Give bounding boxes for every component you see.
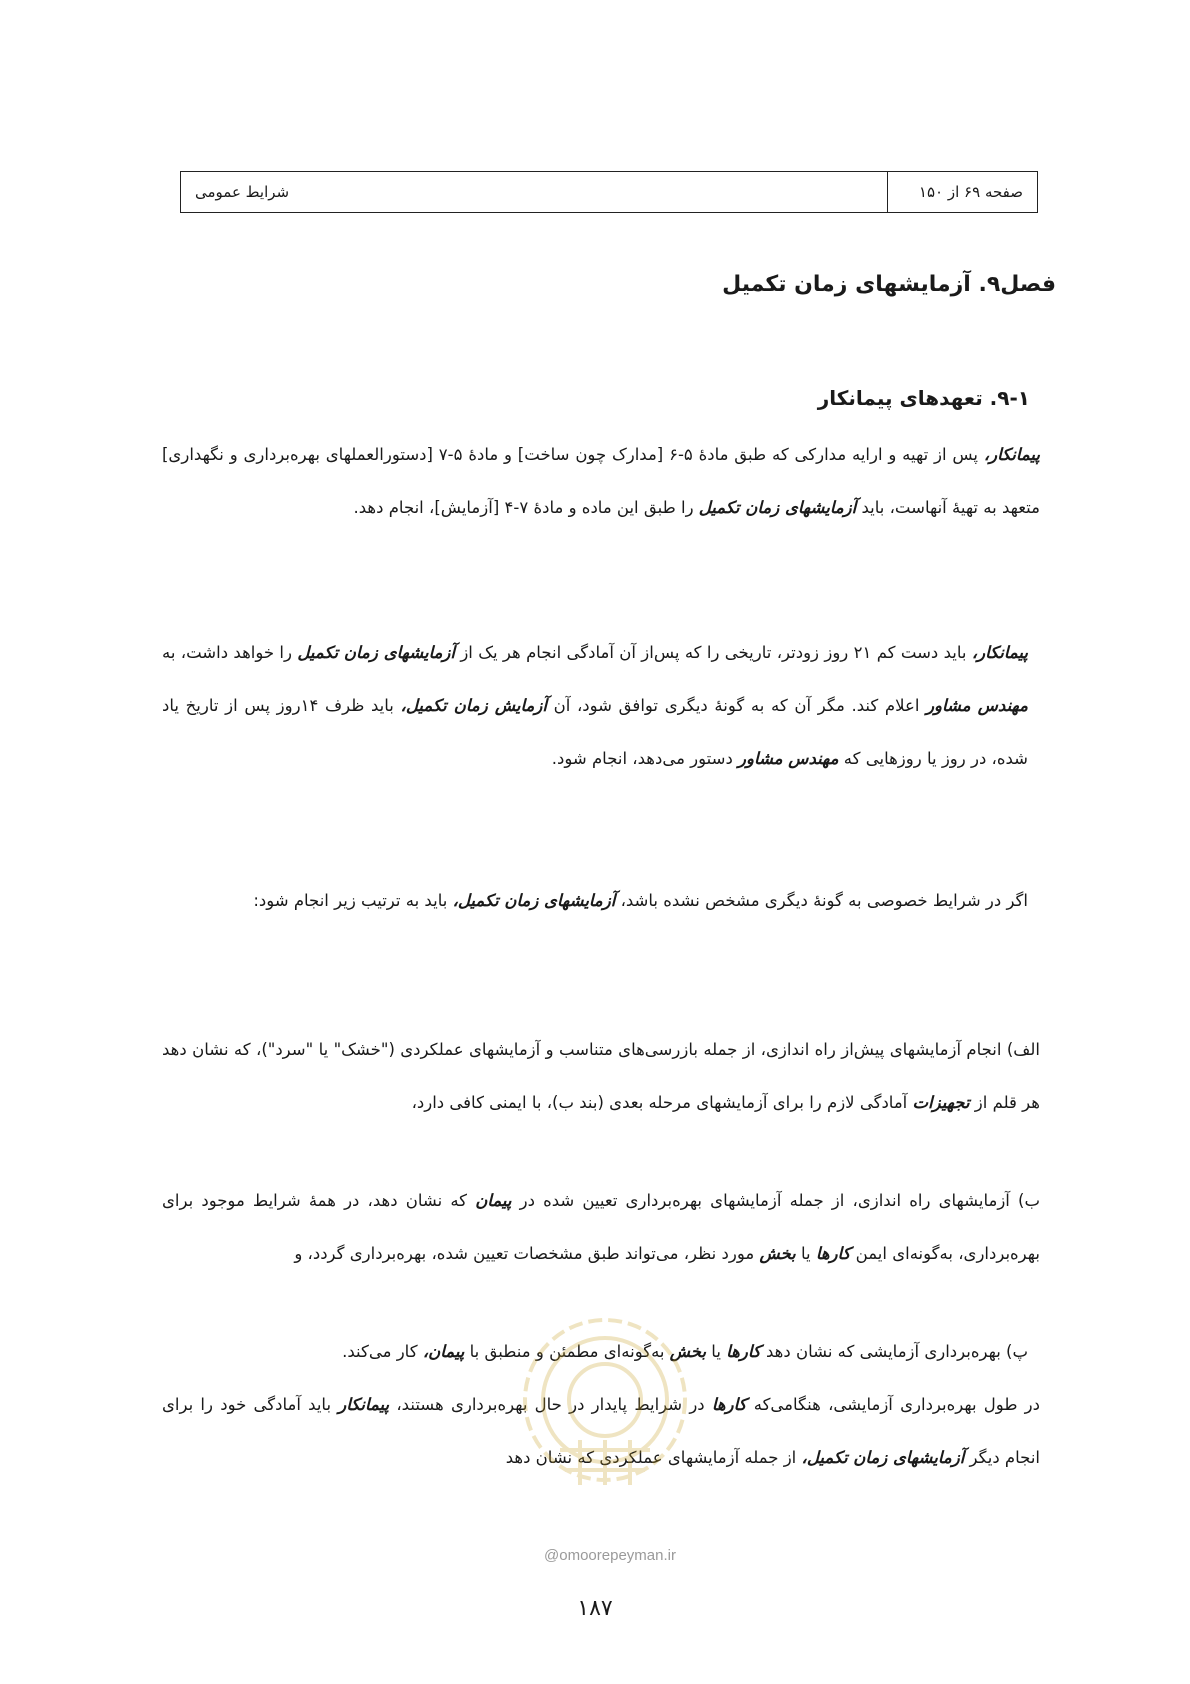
text-span: ب) آزمایشهای راه اندازی، از جمله آزمایشهای بهره‌برداری تعیین شده در <box>511 1191 1041 1210</box>
text-span: پ) بهره‌برداری آزمایشی که نشان دهد <box>760 1342 1028 1361</box>
text-span: باید ظرف ۱۴روز پس از تاریخ یاد شده، در روز یا روزهایی که <box>162 696 1028 768</box>
term-contractor: پیمانکار، <box>971 643 1028 662</box>
paragraph-contractor-obligation <box>162 428 1040 534</box>
term-engineer: مهندس مشاور <box>926 696 1028 715</box>
text-span: اعلام کند. مگر آن که به گونهٔ دیگری توافق شود، آن <box>546 696 927 715</box>
paragraph-item-b <box>162 1174 1040 1280</box>
term-completion-tests: آزمایشهای زمان تکمیل، <box>801 1448 965 1467</box>
paragraph-item-a <box>162 1023 1040 1129</box>
term-engineer: مهندس مشاور <box>738 749 839 768</box>
text-span: الف) انجام آزمایشهای پیش‌از راه اندازی، از جمله بازرسی‌های متناسب و آزمایشهای عملکردی ("خشک" یا "سرد")، که نشان دهد هر قلم از <box>162 1040 1040 1112</box>
term-completion-test: آزمایش زمان تکمیل، <box>400 696 547 715</box>
term-works: کارها <box>726 1342 761 1361</box>
page-number: ۱۸۷ <box>577 1596 613 1621</box>
term-works: کارها <box>815 1244 851 1263</box>
header-page-cell <box>887 172 1037 212</box>
text-span: یا <box>795 1244 816 1263</box>
term-completion-tests: آزمایشهای زمان تکمیل <box>297 643 455 662</box>
paragraph-notice-period <box>162 626 1028 785</box>
header-page-label: صفحه ۶۹ از ۱۵۰ <box>918 183 1023 201</box>
section-title: ۹-۱. تعهدهای پیمانکار <box>817 386 1030 410</box>
term-completion-tests: آزمایشهای زمان تکمیل <box>698 498 857 517</box>
text-span: به‌گونه‌ای مطمئن و منطبق با <box>464 1342 670 1361</box>
text-span: پس از تهیه و ارایه مدارکی که طبق مادهٔ ۵-۶ [مدارک چون ساخت] و مادهٔ ۵-۷ [دستورالعملهای بهره‌برداری و نگهداری] متعهد به تهیهٔ آنهاست، باید <box>162 445 1040 517</box>
paragraph-test-order <box>162 874 1028 927</box>
text-span: در شرایط پایدار در حال بهره‌برداری هستند، <box>389 1395 712 1414</box>
term-contractor: پیمانکار، <box>983 445 1040 464</box>
text-span: باید دست کم ۲۱ روز زودتر، تاریخی را که پس‌از آن آمادگی انجام هر یک از <box>454 643 972 662</box>
term-equipment: تجهیزات <box>912 1093 970 1112</box>
text-span: دستور می‌دهد، انجام شود. <box>551 749 739 768</box>
term-section: بخش <box>669 1342 707 1361</box>
term-section: بخش <box>759 1244 796 1263</box>
term-completion-tests: آزمایشهای زمان تکمیل، <box>452 891 616 910</box>
chapter-title: فصل۹. آزمایشهای زمان تکمیل <box>722 272 1056 297</box>
term-works: کارها <box>711 1395 747 1414</box>
text-span: یا <box>706 1342 727 1361</box>
text-span: کار می‌کند. <box>342 1342 423 1361</box>
text-span: آمادگی لازم را برای آزمایشهای مرحله بعدی (بند ب)، با ایمنی کافی دارد، <box>411 1093 913 1112</box>
text-span: را خواهد داشت، به <box>162 643 298 662</box>
text-span: مورد نظر، می‌تواند طبق مشخصات تعیین شده، بهره‌برداری گردد، و <box>294 1244 760 1263</box>
watermark-text: @omoorepeyman.ir <box>544 1547 676 1564</box>
text-span: در طول بهره‌برداری آزمایشی، هنگامی‌که <box>746 1395 1041 1414</box>
text-span: که نشان دهد، در همهٔ شرایط موجود برای بهره‌برداری، به‌گونه‌ای ایمن <box>162 1191 1040 1263</box>
text-span: را طبق این ماده و مادهٔ ۷-۴ [آزمایش]، انجام دهد. <box>353 498 699 517</box>
term-contractor: پیمانکار <box>338 1395 390 1414</box>
text-span: اگر در شرایط خصوصی به گونهٔ دیگری مشخص نشده باشد، <box>615 891 1028 910</box>
text-span: باید به ترتیب زیر انجام شود: <box>253 891 453 910</box>
text-span: باید آمادگی خود را برای انجام دیگر <box>162 1395 1040 1467</box>
page-header-box <box>180 171 1038 213</box>
header-doc-title: شرایط عمومی <box>195 183 290 201</box>
term-contract: پیمان، <box>422 1342 465 1361</box>
gear-seal-icon <box>505 1300 705 1540</box>
term-contract: پیمان <box>475 1191 512 1210</box>
text-span: از جمله آزمایشهای عملکردی که نشان دهد <box>505 1448 802 1467</box>
header-title-cell <box>181 172 887 212</box>
